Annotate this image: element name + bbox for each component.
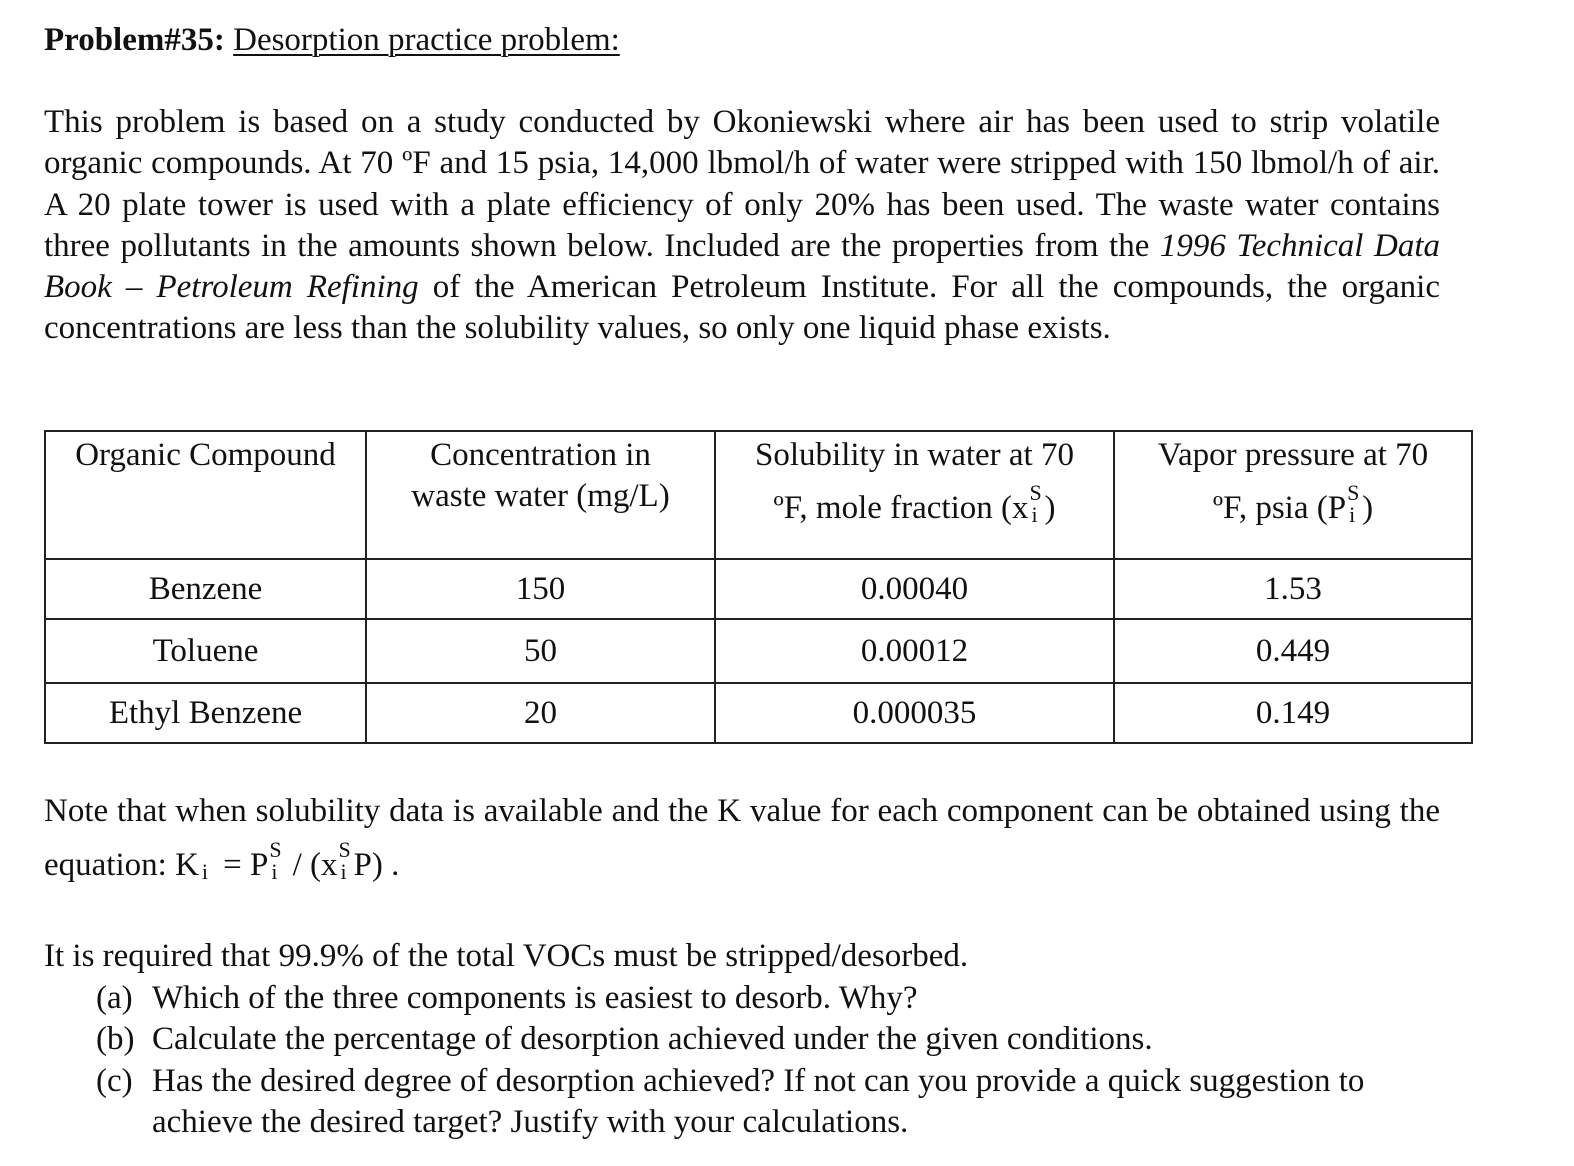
table-row bbox=[45, 559, 1472, 619]
cell-vapor-pressure: 1.53 bbox=[1114, 559, 1472, 619]
question-item bbox=[96, 1019, 1442, 1060]
table-row bbox=[45, 619, 1472, 683]
cell-vapor-pressure: 0.149 bbox=[1114, 683, 1472, 743]
question-label: (b) bbox=[96, 1021, 135, 1058]
question-item bbox=[96, 978, 1442, 1019]
cell-compound: Toluene bbox=[45, 619, 366, 683]
intro-text-1: This problem is based on a study conducted by Okoniewski where air has been used to strip volatile organic compounds. At 70 ºF and 15 psia, 14,000 lbmol/h of water were stripped with 150 lbmol/h of air. A 20 plate tower is used with a plate efficiency of only 20% has been used. The waste water contains three pollutants in the amounts shown below. Included are the properties from the bbox=[44, 104, 1440, 264]
cell-concentration: 50 bbox=[366, 619, 715, 683]
k-value-equation: K i = P S i / (x S i P) . bbox=[175, 837, 400, 884]
cell-concentration: 150 bbox=[366, 559, 715, 619]
question-text: Calculate the percentage of desorption achieved under the given conditions. bbox=[152, 1021, 1153, 1058]
properties-table bbox=[44, 430, 1473, 744]
question-label: (c) bbox=[96, 1062, 133, 1099]
question-list bbox=[96, 978, 1442, 1143]
header-concentration: Concentration in waste water (mg/L) bbox=[366, 431, 715, 559]
question-item bbox=[96, 1061, 1442, 1144]
cell-vapor-pressure: 0.449 bbox=[1114, 619, 1472, 683]
header-vapor-pressure: Vapor pressure at 70 ºF, psia (P S i ) bbox=[1114, 431, 1472, 559]
question-label: (a) bbox=[96, 980, 133, 1016]
header-solubility: Solubility in water at 70 ºF, mole fraction (x S i ) bbox=[715, 431, 1114, 559]
note-text: Note that when solubility data is available and the K value for each component can be obtained using the equation: bbox=[44, 793, 1440, 883]
intro-book-title: 1996 Technical Data Book – Petroleum Refining bbox=[44, 227, 1440, 306]
question-text: Has the desired degree of desorption achieved? If not can you provide a quick suggestion to achieve the desired target? Justify with your calculations. bbox=[152, 1062, 1365, 1140]
question-text: Which of the three components is easiest to desorb. Why? bbox=[152, 980, 918, 1016]
problem-title bbox=[44, 18, 620, 62]
header-organic-compound: Organic Compound bbox=[45, 431, 366, 559]
cell-solubility: 0.00040 bbox=[715, 559, 1114, 619]
cell-compound: Ethyl Benzene bbox=[45, 683, 366, 743]
cell-solubility: 0.000035 bbox=[715, 683, 1114, 743]
problem-number: Problem#35: bbox=[44, 22, 225, 58]
intro-text-2: of the American Petroleum Institute. For all the compounds, the organic concentrations are less than the solubility values, so only one liquid phase exists. bbox=[44, 269, 1440, 347]
intro-paragraph bbox=[44, 102, 1440, 350]
problem-heading: Desorption practice problem: bbox=[233, 22, 620, 58]
note-paragraph bbox=[44, 784, 1440, 892]
table-row bbox=[45, 683, 1472, 743]
cell-solubility: 0.00012 bbox=[715, 619, 1114, 683]
cell-compound: Benzene bbox=[45, 559, 366, 619]
table-header-row bbox=[45, 431, 1472, 559]
requirement-text: It is required that 99.9% of the total VOCs must be stripped/desorbed. bbox=[44, 938, 969, 974]
cell-concentration: 20 bbox=[366, 683, 715, 743]
